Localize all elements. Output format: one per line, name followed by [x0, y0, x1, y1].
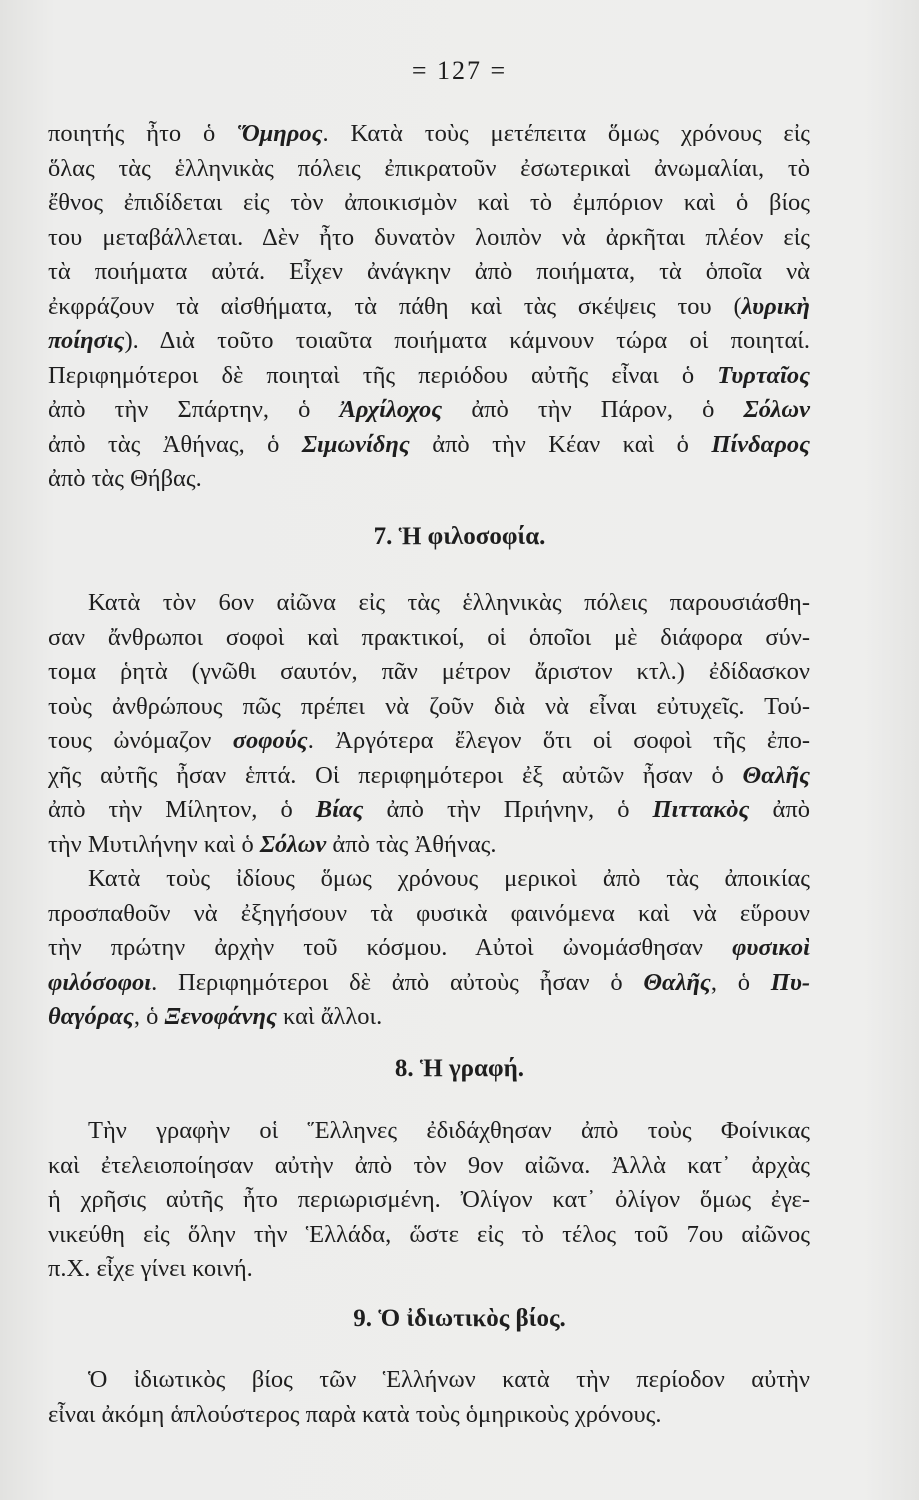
text-span: , ὁ [710, 968, 771, 996]
text-span: ἐκφράζουν τὰ αἰσθήματα, τὰ πάθη καὶ τὰς σκέψεις του ( [48, 292, 742, 320]
text-span: . Περιφημότεροι δὲ ἀπὸ αὐτοὺς ἦσαν ὁ [151, 968, 644, 996]
text-line: τὰ ποιήματα αὐτά. Εἶχεν ἀνάγκην ἀπὸ ποιήματα, τὰ ὁποῖα νὰ [48, 258, 810, 285]
text-span: Περιφημότεροι δὲ ποιηταὶ τῆς περιόδου αὐτῆς εἶναι ὁ [48, 361, 718, 389]
term-philosophers: φιλόσοφοι [48, 968, 152, 996]
text-span: τους ὠνόμαζον [48, 727, 233, 754]
text-span: , ὁ [133, 1003, 165, 1030]
name-pythagoras-cont: θαγόρας [48, 1003, 134, 1030]
text-line [48, 931, 810, 966]
text-span: ἀπὸ τὴν Σπάρτην, ὁ [48, 396, 340, 423]
text-line: Τὴν γραφὴν οἱ Ἕλληνες ἐδιδάχθησαν ἀπὸ τοὺς Φοίνικας [88, 1117, 810, 1144]
text-line: π.Χ. εἶχε γίνει κοινή. [48, 1255, 253, 1282]
name-thales: Θαλῆς [742, 761, 810, 789]
text-span: καὶ ἄλλοι. [276, 1003, 383, 1030]
philosophy-paragraph [48, 586, 810, 1035]
text-span: ἀπὸ [749, 796, 810, 823]
intro-paragraph [48, 117, 810, 497]
text-line: σαν ἄνθρωποι σοφοὶ καὶ πρακτικοί, οἱ ὁποῖοι μὲ διάφορα σύν- [48, 623, 810, 651]
term-lyric: λυρικὴ [741, 292, 810, 320]
text-span: ποιητής ἦτο ὁ [48, 120, 238, 147]
text-line: προσπαθοῦν νὰ ἐξηγήσουν τὰ φυσικὰ φαινόμενα καὶ νὰ εὕρουν [48, 899, 810, 927]
page-number: = 127 = [411, 56, 508, 85]
name-pittacus: Πιττακὸς [652, 796, 750, 823]
text-span: ἀπὸ τὴν Πάρον, ὁ [442, 396, 744, 423]
name-xenophanes: Ξενοφάνης [164, 1003, 277, 1030]
text-span: ἀπὸ τὰς Ἀθήνας, ὁ [48, 430, 302, 458]
text-line: νικεύθη εἰς ὅλην τὴν Ἑλλάδα, ὥστε εἰς τὸ τέλος τοῦ 7ου αἰῶνος [48, 1220, 810, 1248]
text-line [48, 290, 810, 325]
section-heading-philosophy: 7. Ἡ φιλοσοφία. [373, 523, 546, 550]
text-span: ἀπὸ τὰς Ἀθήνας. [326, 830, 497, 858]
text-line [48, 359, 810, 394]
section-heading-private-life: 9. Ὁ ἰδιωτικὸς βίος. [353, 1305, 566, 1332]
section-heading-writing: 8. Ἡ γραφή. [394, 1055, 525, 1082]
text-line [48, 828, 810, 863]
text-span: ). Διὰ τοῦτο τοιαῦτα ποιήματα κάμνουν τώρα οἱ ποιηταί. [124, 327, 810, 354]
text-line: τοὺς ἀνθρώπους πῶς πρέπει νὰ ζοῦν διὰ νὰ εἶναι εὐτυχεῖς. Τού- [48, 692, 810, 720]
text-line [48, 966, 810, 1001]
text-span: . Ἀργότερα ἔλεγον ὅτι οἱ σοφοὶ τῆς ἐπο- [307, 727, 810, 754]
term-sages: σοφούς [232, 727, 308, 754]
text-span: τὴν Μυτιλήνην καὶ ὁ [48, 830, 260, 858]
name-homer: Ὅμηρος [237, 120, 323, 147]
text-line: εἶναι ἀκόμη ἁπλούστερος παρὰ κατὰ τοὺς ὁμηρικοὺς χρόνους. [48, 1400, 662, 1428]
text-line: Κατὰ τοὺς ἰδίους ὅμως χρόνους μερικοὶ ἀπὸ τὰς ἀποικίας [88, 865, 810, 892]
text-span: . Κατὰ τοὺς μετέπειτα ὅμως χρόνους εἰς [322, 120, 810, 147]
name-solon: Σόλων [259, 830, 327, 858]
name-bias: Βίας [315, 796, 364, 823]
name-thales: Θαλῆς [643, 968, 711, 996]
text-line [48, 393, 810, 428]
text-line: Ὁ ἰδιωτικὸς βίος τῶν Ἑλλήνων κατὰ τὴν περίοδον αὐτὴν [88, 1366, 810, 1393]
name-tyrtaeus: Τυρταῖος [717, 361, 810, 389]
text-line [48, 759, 810, 794]
text-line: ἔθνος ἐπιδίδεται εἰς τὸν ἀποικισμὸν καὶ τὸ ἐμπόριον καὶ ὁ βίος [48, 189, 810, 216]
text-line [48, 324, 810, 359]
text-span: χῆς αὐτῆς ἦσαν ἑπτά. Οἱ περιφημότεροι ἐξ αὐτῶν ἦσαν ὁ [48, 761, 743, 789]
private-life-paragraph [48, 1363, 810, 1432]
text-line: ὅλας τὰς ἑλληνικὰς πόλεις ἐπικρατοῦν ἐσωτερικαὶ ἀνωμαλίαι, τὸ [48, 154, 810, 182]
text-line: καὶ ἐτελειοποίησαν αὐτὴν ἀπὸ τὸν 9ον αἰῶνα. Ἀλλὰ κατ᾽ ἀρχὰς [48, 1151, 810, 1179]
text-span: ἀπὸ τὴν Πριήνην, ὁ [363, 796, 653, 823]
writing-paragraph [48, 1114, 810, 1287]
text-line: τομα ῥητὰ (γνῶθι σαυτόν, πᾶν μέτρον ἄριστον κτλ.) ἐδίδασκον [48, 658, 810, 685]
name-archilochus: Ἀρχίλοχος [339, 396, 443, 423]
text-span: τὴν πρώτην ἀρχὴν τοῦ κόσμου. Αὐτοὶ ὠνομάσθησαν [48, 934, 733, 961]
text-line [48, 428, 810, 463]
text-line: Κατὰ τὸν 6ον αἰῶνα εἰς τὰς ἑλληνικὰς πόλεις παρουσιάσθη- [88, 589, 810, 616]
text-line [48, 793, 810, 828]
name-pindar: Πίνδαρος [711, 430, 810, 458]
term-poetry: ποίησις [48, 327, 125, 354]
name-pythagoras: Πυ- [770, 968, 811, 996]
text-span: ἀπὸ τὴν Κέαν καὶ ὁ [409, 430, 712, 458]
text-line [48, 1000, 810, 1035]
text-line: ἡ χρῆσις αὐτῆς ἦτο περιωρισμένη. Ὀλίγον κατ᾽ ὀλίγον ὅμως ἐγε- [48, 1186, 810, 1213]
name-simonides: Σιμωνίδης [301, 430, 410, 458]
term-natural: φυσικοὶ [732, 934, 810, 961]
text-line [48, 724, 810, 759]
text-line: του μεταβάλλεται. Δὲν ἦτο δυνατὸν λοιπὸν νὰ ἀρκῆται πλέον εἰς [48, 223, 810, 251]
text-line [48, 117, 810, 152]
text-line: ἀπὸ τὰς Θήβας. [48, 465, 202, 492]
name-solon: Σόλων [743, 396, 810, 423]
text-span: ἀπὸ τὴν Μίλητον, ὁ [48, 796, 316, 823]
